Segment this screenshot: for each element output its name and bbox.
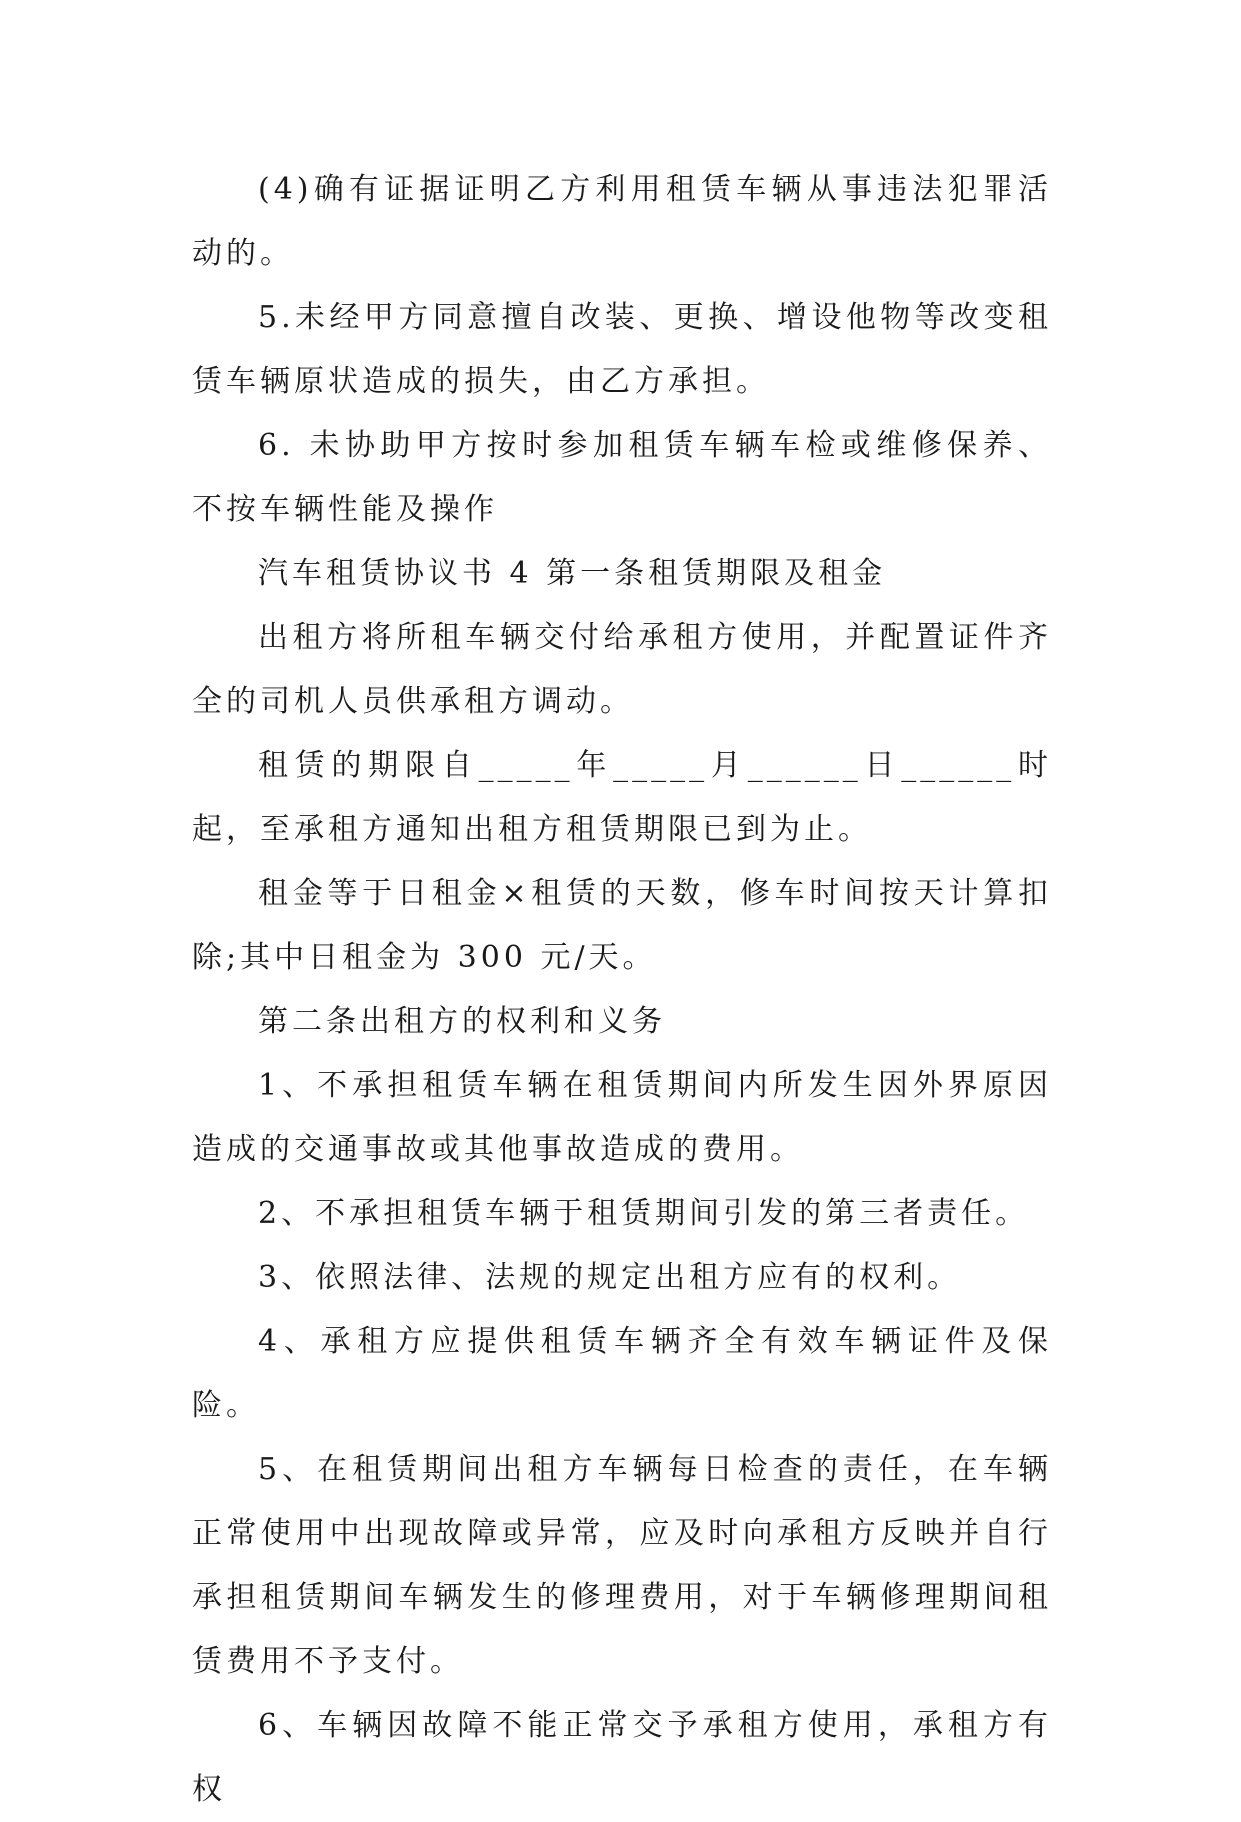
paragraph-lease-term: 租赁的期限自_____年_____月______日______时起，至承租方通知出租方租赁期限已到为止。 xyxy=(192,748,1052,847)
paragraph-rent-amount: 租金等于日租金×租赁的天数，修车时间按天计算扣除;其中日租金为 300 元/天。 xyxy=(192,876,1052,975)
paragraph-right-6: 6、车辆因故障不能正常交予承租方使用，承租方有权 xyxy=(192,1708,1052,1807)
paragraph-vehicle-delivery: 出租方将所租车辆交付给承租方使用，并配置证件齐全的司机人员供承租方调动。 xyxy=(192,620,1052,719)
paragraph-right-2: 2、不承担租赁车辆于租赁期间引发的第三者责任。 xyxy=(258,1196,1030,1231)
section-heading-agreement-4: 汽车租赁协议书 4 第一条租赁期限及租金 xyxy=(258,556,887,591)
paragraph-right-5: 5、在租赁期间出租方车辆每日检查的责任，在车辆正常使用中出现故障或异常，应及时向承租方反映并自行承担租赁期间车辆发生的修理费用，对于车辆修理期间租赁费用不予支付。 xyxy=(192,1452,1052,1679)
paragraph-right-1: 1、不承担租赁车辆在租赁期间内所发生因外界原因造成的交通事故或其他事故造成的费用。 xyxy=(192,1068,1052,1167)
paragraph-right-3: 3、依照法律、法规的规定出租方应有的权利。 xyxy=(258,1260,962,1295)
paragraph-clause-4: (4)确有证据证明乙方利用租赁车辆从事违法犯罪活动的。 xyxy=(192,172,1052,271)
section-heading-lessor-rights: 第二条出租方的权利和义务 xyxy=(258,1004,666,1039)
paragraph-right-4: 4、承租方应提供租赁车辆齐全有效车辆证件及保险。 xyxy=(192,1324,1052,1423)
paragraph-clause-5: 5.未经甲方同意擅自改装、更换、增设他物等改变租赁车辆原状造成的损失，由乙方承担。 xyxy=(192,300,1052,399)
document-body xyxy=(192,158,1052,1822)
paragraph-clause-6: 6. 未协助甲方按时参加租赁车辆车检或维修保养、不按车辆性能及操作 xyxy=(192,428,1052,527)
